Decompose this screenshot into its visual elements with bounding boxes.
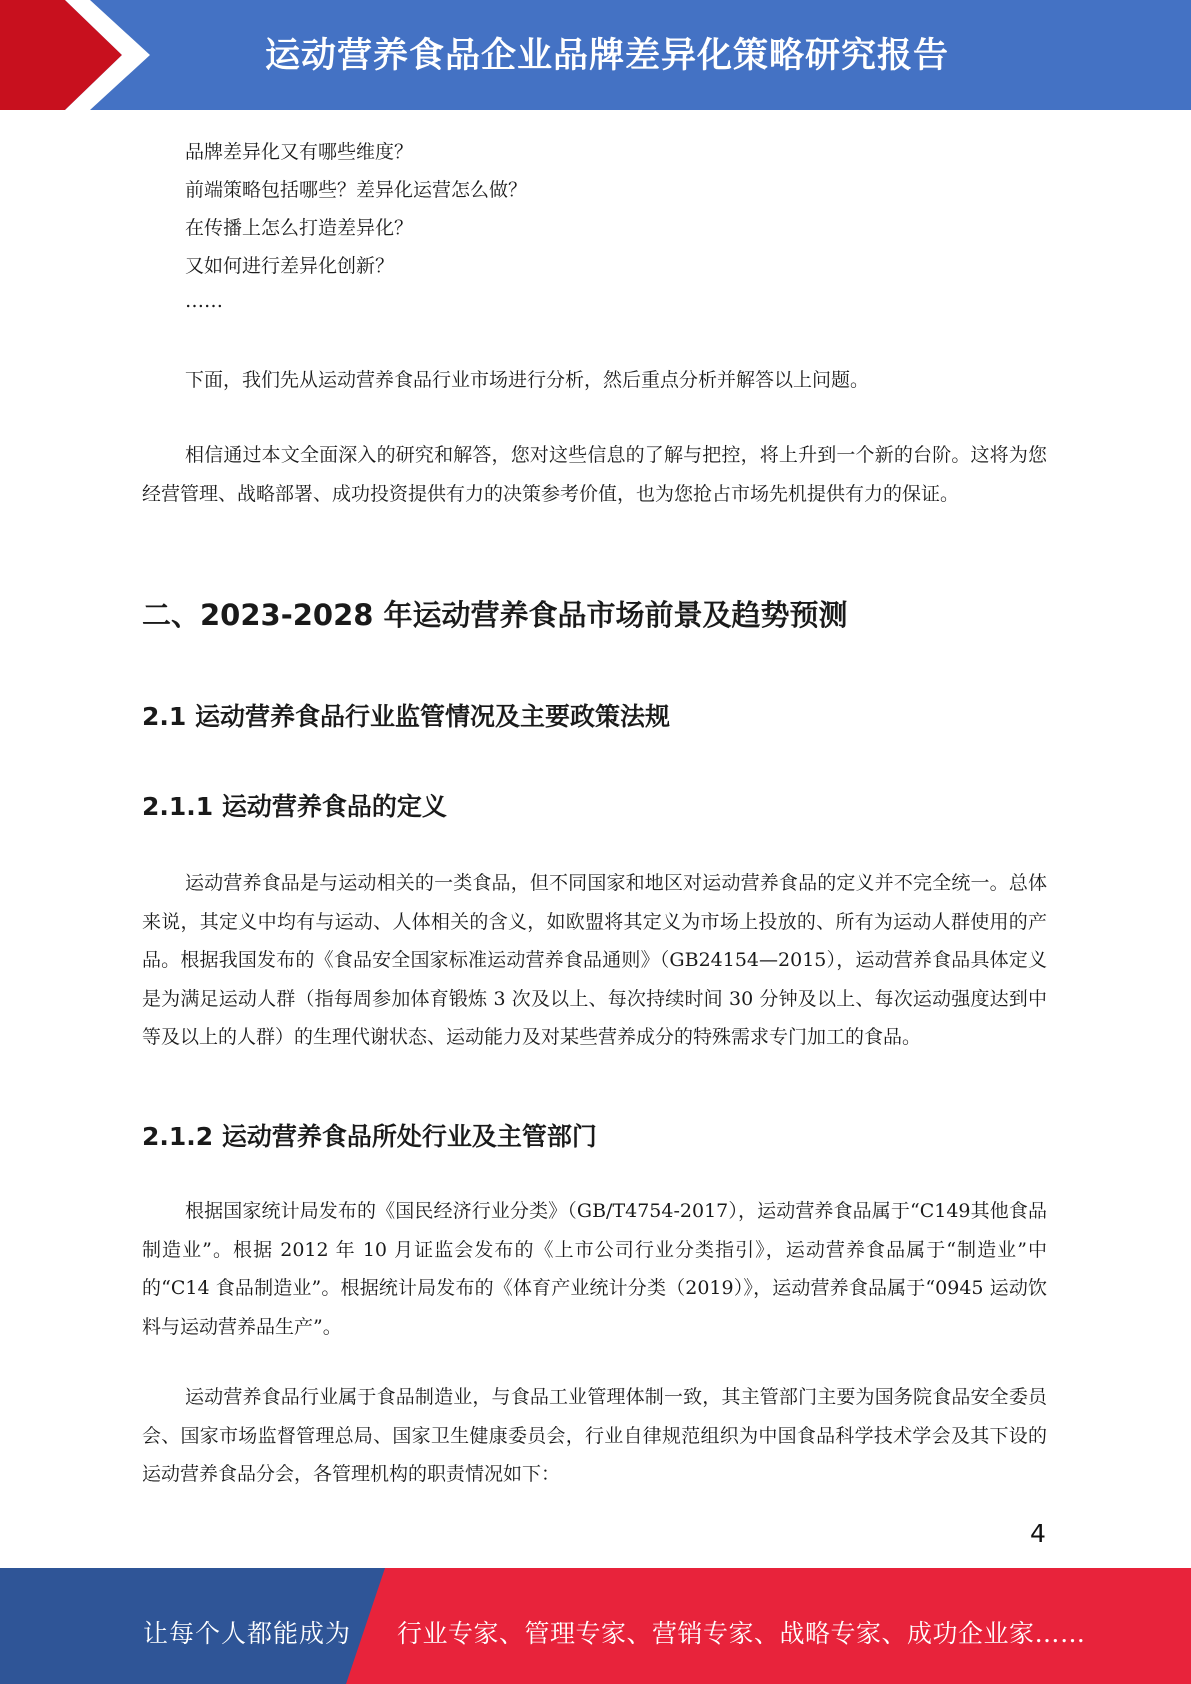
question-item: 前端策略包括哪些？差异化运营怎么做？ <box>185 179 528 201</box>
report-title: 运动营养食品企业品牌差异化策略研究报告 <box>265 36 950 76</box>
footer-slogan-right: 行业专家、管理专家、营销专家、战略专家、成功企业家…… <box>397 1619 1086 1648</box>
section-heading: 二、2023-2028 年运动营养食品市场前景及趋势预测 <box>142 598 848 632</box>
intro-paragraph-2: 相信通过本文全面深入的研究和解答，您对这些信息的了解与把控，将上升到一个新的台阶。这将为您经营管理、战略部署、成功投资提供有力的决策参考价值，也为您抢占市场先机提供有力的保证。 <box>142 444 1047 505</box>
page-header <box>0 0 1191 110</box>
industry-paragraph-2: 运动营养食品行业属于食品制造业，与食品工业管理体制一致，其主管部门主要为国务院食品安全委员会、国家市场监督管理总局、国家卫生健康委员会，行业自律规范组织为中国食品科学技术学会及其下设的运动营养食品分会，各管理机构的职责情况如下： <box>142 1386 1047 1485</box>
intro-paragraph: 下面，我们先从运动营养食品行业市场进行分析，然后重点分析并解答以上问题。 <box>185 369 870 391</box>
footer-slogan-left: 让每个人都能成为 <box>143 1619 352 1648</box>
question-item: 又如何进行差异化创新？ <box>185 255 395 277</box>
page-number: 4 <box>1030 1519 1046 1548</box>
question-item: 品牌差异化又有哪些维度？ <box>185 141 414 163</box>
page-footer <box>0 1568 1191 1684</box>
question-item: 在传播上怎么打造差异化？ <box>185 217 414 239</box>
subsubsection-heading-definition: 2.1.1 运动营养食品的定义 <box>142 792 447 821</box>
subsubsection-heading-industry: 2.1.2 运动营养食品所处行业及主管部门 <box>142 1122 597 1151</box>
definition-paragraph: 运动营养食品是与运动相关的一类食品，但不同国家和地区对运动营养食品的定义并不完全统一。总体来说，其定义中均有与运动、人体相关的含义，如欧盟将其定义为市场上投放的、所有为运动人群使用的产品。根据我国发布的《食品安全国家标准运动营养食品通则》（GB24154—2015），运动营养食品具体定义是为满足运动人群（指每周参加体育锻炼 3 次及以上、每次持续时间 30 分钟及以上、每次运动强度达到中等及以上的人群）的生理代谢状态、运动能力及对某些营养成分的特殊需求专门加工的食品。 <box>142 872 1047 1048</box>
subsection-heading: 2.1 运动营养食品行业监管情况及主要政策法规 <box>142 702 670 731</box>
question-ellipsis: …… <box>185 290 223 312</box>
industry-paragraph: 根据国家统计局发布的《国民经济行业分类》（GB/T4754-2017），运动营养食品属于“C149其他食品制造业”。根据 2012 年 10 月证监会发布的《上市公司行业分类指引》，运动营养食品属于“制造业”中的“C14 食品制造业”。根据统计局发布的《体育产业统计分类（2019）》，运动营养食品属于“0945 运动饮料与运动营养品生产”。 <box>142 1200 1047 1338</box>
